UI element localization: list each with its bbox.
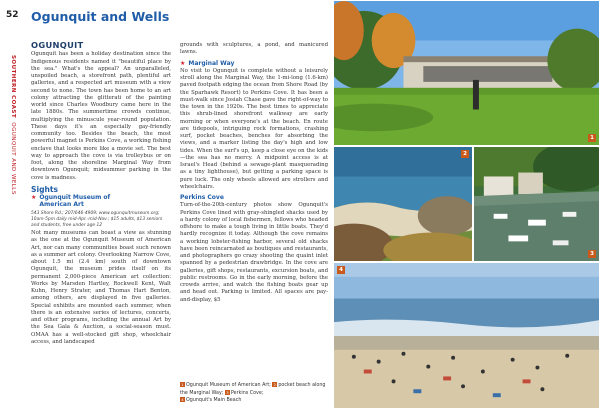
marginal-way-paragraph: No visit to Ogunquit is complete without a leisurely stroll along the Marginal Way, the 1-mi-long (1.6-km) paved footpath edging the ocean from Shore Road (by the Sparhawk Resort) to Perkins Cove. It has been a must-walk since Josiah Chase gave the right-of-way to the town in the 1920s. The best times to appreciate this shrub-lined shorefront walkway are early morning or when everyone's at the beach. En route are tidepools, intriguing rock formations, crashing surf, pocket beaches, benches for absorbing the views, and a marker listing the day's high and low tides. When the surf's up, keep a close eye on the kids—the sea has no mercy. A midpoint access is at Israel's Head (behind a sewage-plant masquerading as a tiny lighthouse), but getting a parking space is pure luck. The only wheels allowed are strollers and wheelchairs. xyxy=(180,67,328,190)
caption-text-2: pocket beach along the Marginal Way xyxy=(180,383,326,396)
photo-pocket-beach-image xyxy=(334,147,472,261)
caption-text-3: Perkins Cove xyxy=(230,390,262,396)
caption-text-1: Ogunquit Museum of American Art xyxy=(186,383,270,388)
caption-text-4: Ogunquit's Main Beach xyxy=(186,398,242,404)
side-tab xyxy=(4,55,16,195)
museum-title-line1: Ogunquit Museum of xyxy=(39,194,111,201)
caption-number-1: 1 xyxy=(181,382,184,387)
perkins-cove-paragraph: Turn-of-the-20th-century photos show Ogunquit's Perkins Cove lined with gray-shingled shacks used by a hardy colony of local fishermen, fellows who headed offshore to make a tough living in little boats. They'd hardly recognize it today. Although the cove remains a working lobster-fishing harbor, several old shacks have been reincarnated as boutiques and restaurants, and photographers go crazy shooting the quaint inlet spanned by a pedestrian drawbridge. In the cove are galleries, gift shops, restaurants, excursion boats, and public restrooms. Go in the early morning, before the crowds arrive, and watch the fishing boats gear up and head out. Parking is limited. All spaces are pay-and-display, $5 xyxy=(180,202,328,303)
museum-title xyxy=(31,194,171,209)
caption-number-4: 4 xyxy=(181,397,184,403)
marginal-way-heading-text: Marginal Way xyxy=(188,59,235,67)
museum-paragraph: Not many museums can boast a view as stunning as the one at the Ogunquit Museum of American Art, nor can many communities boast such renown as a summer art colony. Overlooking Narrow Cove, about 1.5 mi (2.4 km) south of downtown Ogunquit, the museum prides itself on its permanent 2,000-piece American art collection: Works by Marsden Hartley, Rockwell Kent, Walt Kuhn, Henry Strater, and Thomas Hart Benton, among others, are displayed in five galleries. Special exhibits are mounted each summer, when there is an extensive series of lectures, concerts, and other programs, including the annual Art by the Sea Gala & Auction, a social-season must. OMAA has a well-stocked gift shop, wheelchair access, and landscaped xyxy=(31,230,171,345)
photo-perkins-cove-image xyxy=(474,147,599,261)
text-column-2 xyxy=(180,42,328,304)
star-icon: ★ xyxy=(31,194,37,201)
photo-badge-3: 3 xyxy=(588,250,596,258)
ogunquit-heading: OGUNQUIT xyxy=(31,40,84,50)
museum-title-line2: American Art xyxy=(39,201,84,209)
photo-caption: 1 Ogunquit Museum of American Art; 2 pocket beach along the Marginal Way; 3 Perkins Cove; 4 Ogunquit's Main Beach xyxy=(180,382,326,404)
photo-museum xyxy=(333,0,600,146)
photo-pocket-beach xyxy=(333,146,473,262)
text-column-1 xyxy=(31,42,171,346)
star-icon: ★ xyxy=(180,59,186,67)
photo-museum-image xyxy=(334,1,599,145)
photo-main-beach-image xyxy=(334,263,599,408)
caption-number-2: 2 xyxy=(273,382,277,387)
side-tab-area: OGUNQUIT AND WELLS xyxy=(10,122,16,195)
page-number: 52 xyxy=(6,10,19,20)
section-title: Ogunquit and Wells xyxy=(31,9,170,24)
photo-badge-2: 2 xyxy=(461,150,469,158)
perkins-cove-heading: Perkins Cove xyxy=(180,194,224,201)
marginal-way-heading xyxy=(180,60,328,67)
museum-info: 543 Shore Rd.; 207/646-4909; www.ogunquitmuseum.org; 10am-5pm daily mid-Apr.-mid-Nov.; $15 adults, $13 seniors and students, free under age 12 xyxy=(31,210,163,228)
intro-paragraph: Ogunquit has been a holiday destination since the Indigenous residents named it "beautiful place by the sea." What's the appeal? An unparalleled, unspoiled beach, a storefront path, plentiful art galleries, and a respected art museum with a view second to none. The town has been home to an art colony attracting the glitterati of the painting world since Charles Woodbury came here in the late 1880s. The summertime crowds continue, multiplying the minuscule year-round population. These days it's an especially gay-friendly community too. Besides the beach, the most powerful magnet is Perkins Cove, a working fishing enclave that looks more like a movie set. The best way to approach the cove is via trolleybus or on foot, along the shoreline Marginal Way from downtown Ogunquit; midsummer parking in the cove is madness. xyxy=(31,51,171,181)
photo-badge-4: 4 xyxy=(337,266,345,274)
photo-badge-1: 1 xyxy=(588,134,596,142)
photo-main-beach xyxy=(333,262,600,409)
photo-perkins-cove xyxy=(473,146,600,262)
sights-heading: Sights xyxy=(31,184,59,194)
caption-number-3: 3 xyxy=(226,389,229,395)
side-tab-region: SOUTHERN COAST xyxy=(10,55,16,119)
museum-continuation: grounds with sculptures, a pond, and manicured lawns. xyxy=(180,42,328,56)
photo-collage xyxy=(333,0,600,409)
